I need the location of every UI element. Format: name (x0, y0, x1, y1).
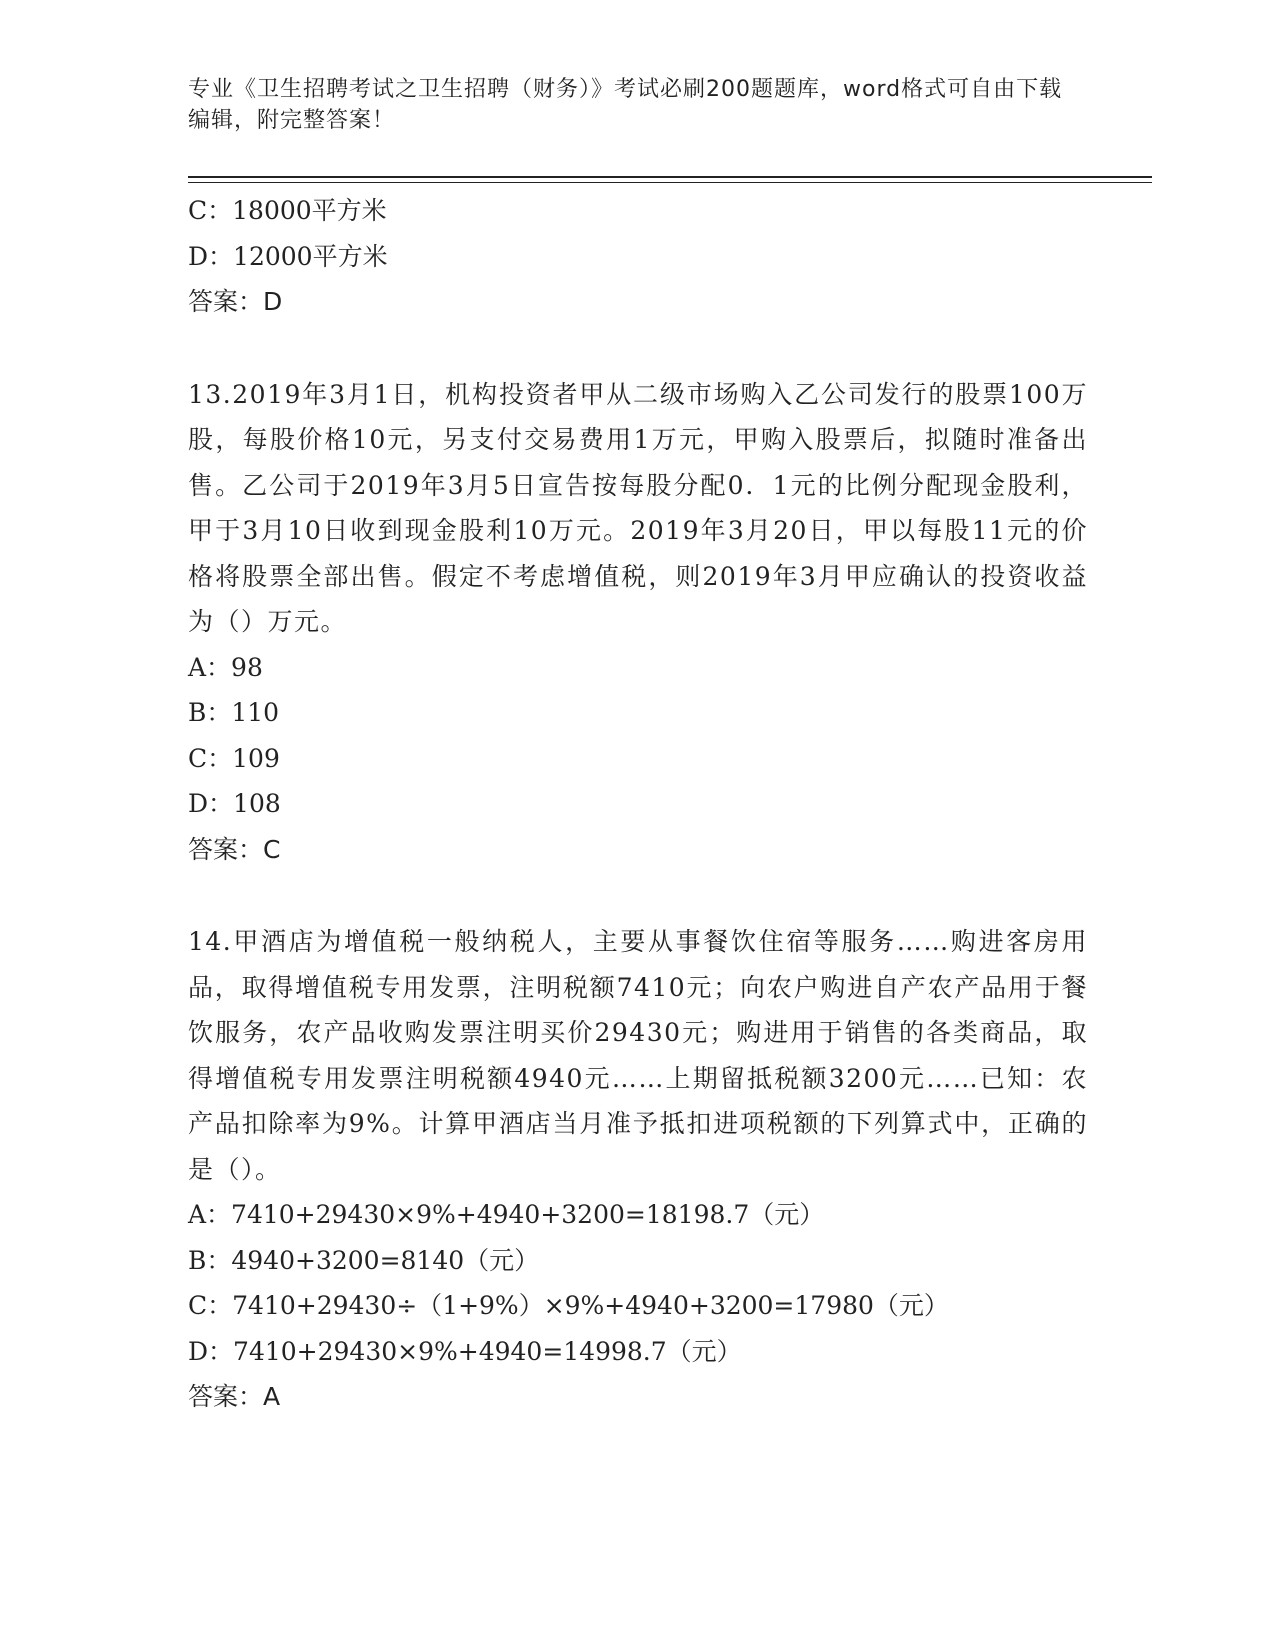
question-stem: 14.甲酒店为增值税一般纳税人，主要从事餐饮住宿等服务……购进客房用品，取得增值税专用发票，注明税额7410元；向农户购进自产农产品用于餐饮服务，农产品收购发票注明买价29430元；购进用于销售的各类商品，取得增值税专用发票注明税额4940元……上期留抵税额3200元……已知：农产品扣除率为9%。计算甲酒店当月准予抵扣进项税额的下列算式中，正确的是（）。 (188, 927, 1088, 1184)
header-rule-thick (188, 176, 1152, 178)
question-stem: 13.2019年3月1日，机构投资者甲从二级市场购入乙公司发行的股票100万股，每股价格10元，另支付交易费用1万元，甲购入股票后，拟随时准备出售。乙公司于2019年3月5日宣告按每股分配0．1元的比例分配现金股利，甲于3月10日收到现金股利10万元。2019年3月20日，甲以每股11元的价格将股票全部出售。假定不考虑增值税，则2019年3月甲应确认的投资收益为（）万元。 (188, 379, 1088, 636)
answer-line: 答案：C (188, 834, 281, 864)
question-13 (188, 372, 1088, 873)
option-d: D：12000平方米 (188, 241, 388, 271)
spacer (188, 872, 1088, 919)
option-d: D：108 (188, 789, 281, 818)
document-body (188, 188, 1088, 1420)
option-b: B：110 (188, 698, 280, 727)
answer-line: 答案：A (188, 1382, 281, 1411)
option-c: C：7410+29430÷（1+9%）×9%+4940+3200=17980（元） (188, 1291, 949, 1320)
option-c: C：18000平方米 (188, 196, 387, 225)
option-c: C：109 (188, 743, 280, 773)
option-a: A：7410+29430×9%+4940+3200=18198.7（元） (188, 1200, 825, 1229)
spacer (188, 325, 1088, 372)
page-header: 专业《卫生招聘考试之卫生招聘（财务）》考试必刷200题题库，word格式可自由下载编辑，附完整答案！ (188, 77, 1063, 133)
option-d: D：7410+29430×9%+4940=14998.7（元） (188, 1336, 742, 1366)
option-b: B：4940+3200=8140（元） (188, 1245, 540, 1275)
option-a: A：98 (188, 652, 263, 682)
header-rule-thin (188, 182, 1152, 183)
question-12-tail (188, 188, 1088, 325)
question-14 (188, 919, 1088, 1420)
answer-line: 答案：D (188, 287, 283, 316)
